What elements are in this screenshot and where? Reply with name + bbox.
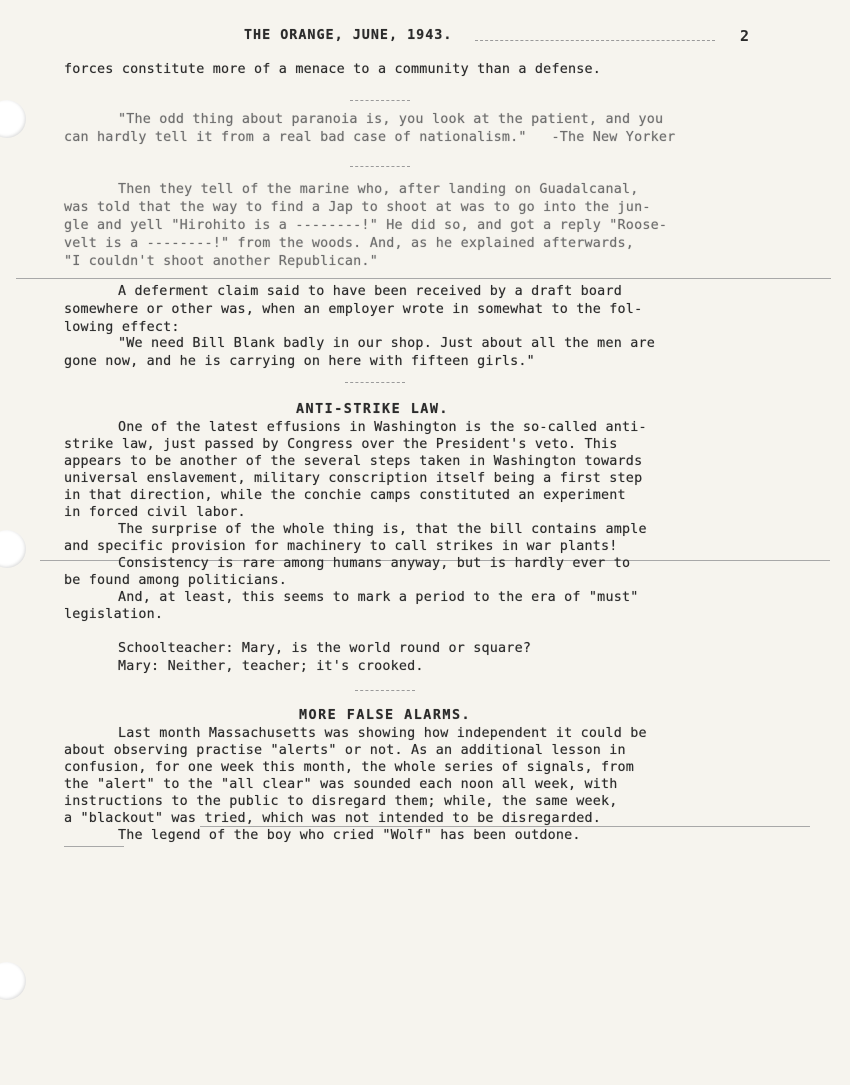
separator [64, 846, 124, 847]
text-line: be found among politicians. [64, 573, 288, 588]
text-line: gone now, and he is carrying on here with fifteen girls." [64, 354, 535, 369]
text-line: lowing effect: [64, 320, 180, 335]
text-line: "The odd thing about paranoia is, you look at the patient, and you [118, 112, 664, 127]
text-line: One of the latest effusions in Washington is the so-called anti- [118, 420, 647, 435]
text-line: was told that the way to find a Jap to shoot at was to go into the jun- [64, 200, 651, 215]
punch-hole [0, 962, 26, 1000]
text-line: the "alert" to the "all clear" was sounded each noon all week, with [64, 777, 618, 792]
text-line: in that direction, while the conchie camps constituted an experiment [64, 488, 626, 503]
text-line: Schoolteacher: Mary, is the world round or square? [118, 641, 532, 656]
separator [16, 278, 831, 279]
text-line: instructions to the public to disregard them; while, the same week, [64, 794, 618, 809]
text-line: and specific provision for machinery to call strikes in war plants! [64, 539, 618, 554]
separator [200, 826, 810, 827]
text-line: somewhere or other was, when an employer wrote in somewhat to the fol- [64, 302, 643, 317]
text-line: Then they tell of the marine who, after landing on Guadalcanal, [118, 182, 639, 197]
page-header: THE ORANGE, JUNE, 1943. [244, 28, 453, 43]
text-line: The legend of the boy who cried "Wolf" has been outdone. [118, 828, 581, 843]
text-line: forces constitute more of a menace to a community than a defense. [64, 62, 602, 77]
separator [345, 382, 405, 383]
text-line: can hardly tell it from a real bad case of nationalism." -The New Yorker [64, 130, 676, 145]
text-line: about observing practise "alerts" or not. As an additional lesson in [64, 743, 626, 758]
text-line: velt is a --------!" from the woods. And, as he explained afterwards, [64, 236, 635, 251]
text-line: "I couldn't shoot another Republican." [64, 254, 378, 269]
text-line: legislation. [64, 607, 164, 622]
text-line: The surprise of the whole thing is, that the bill contains ample [118, 522, 647, 537]
text-line: a "blackout" was tried, which was not intended to be disregarded. [64, 811, 602, 826]
text-line: "We need Bill Blank badly in our shop. Just about all the men are [118, 336, 656, 351]
page-number: 2 [740, 27, 750, 45]
text-line: Consistency is rare among humans anyway, but is hardly ever to [118, 556, 631, 571]
separator [355, 690, 415, 691]
text-line: Last month Massachusetts was showing how independent it could be [118, 726, 647, 741]
separator [350, 100, 410, 101]
text-line: Mary: Neither, teacher; it's crooked. [118, 659, 424, 674]
text-line: appears to be another of the several steps taken in Washington towards [64, 454, 643, 469]
section-title: ANTI-STRIKE LAW. [296, 402, 449, 417]
text-line: A deferment claim said to have been received by a draft board [118, 284, 622, 299]
text-line: confusion, for one week this month, the whole series of signals, from [64, 760, 635, 775]
text-line: strike law, just passed by Congress over the President's veto. This [64, 437, 618, 452]
text-line: And, at least, this seems to mark a period to the era of "must" [118, 590, 639, 605]
punch-hole [0, 100, 26, 138]
text-line: gle and yell "Hirohito is a --------!" He did so, and got a reply "Roose- [64, 218, 668, 233]
text-line: universal enslavement, military conscription itself being a first step [64, 471, 643, 486]
text-line: in forced civil labor. [64, 505, 246, 520]
separator [350, 166, 410, 167]
section-title: MORE FALSE ALARMS. [299, 708, 472, 723]
punch-hole [0, 530, 26, 568]
header-rule [475, 40, 715, 41]
